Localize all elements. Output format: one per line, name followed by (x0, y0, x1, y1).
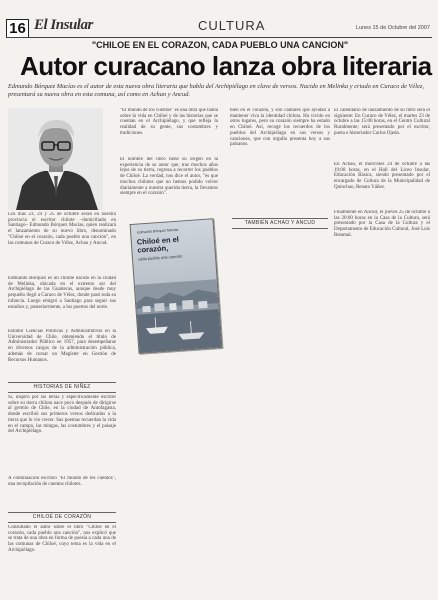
article-headline: Autor curacano lanza obra literaria (20, 51, 432, 81)
col1-paragraph-2: Edmundo Bórquez es un chilote nacido en la ciudad de Melinka, ubicada en el extremo sur del Archipiélago de las Guaitecas, aunque desde muy pequeño llegó a Curaco de Vélez, donde pasó toda su infancia. Luego emigró a Santiago para seguir sus estudios y, posteriormente, a los puertos del norte. (8, 276, 116, 310)
col2-paragraph-1: "El mundo de los cuentos" es una obra que habla sobre la vida en Chiloé y de las historias que se cuentan en el Archipiélago, y que refleja la realidad de su gente, sus costumbres y tradiciones. (120, 108, 218, 136)
subhead-chiloe: CHILOÉ DE CORAZÓN (8, 512, 116, 523)
dateline: Lunes 15 de Octubre del 2007 (355, 25, 430, 31)
col1-paragraph-1: Los días 23, 24 y 25 de octubre serán en nuestra provincia el escritor chilote –domiciliado en Santiago– Edmundo Bórquez Macías, quien realizará el lanzamiento de su nuevo libro, denominado "Chiloé en el corazón, cada pueblo una canción", en las comunas de Curaco de Vélez, Achao y Ancud. (8, 212, 116, 246)
header-rule (6, 37, 432, 38)
col1-paragraph-4: Sí, inspiró por las letras y específicamente escribir sobre su tierra chilota nace poco después de dirigirse al gremio de Chile, en la ciudad de Antofagasta, donde escribió sus primeros versos dedicados a la tierra que lo vio crecer. Sus poemas recuerdan la vida en el campo, las mingas, las costumbres y el paisaje del Archipiélago. (8, 395, 116, 435)
col4-paragraph-3: Finalmente en Ancud, el jueves 25 de octubre a las 20:00 horas en la Casa de la Cultura, será presentado por la Casa de la Cultura y el Departamento de Educación Cultural, José Luis Retamal. (334, 210, 430, 238)
col4-paragraph-1: El calendario de lanzamiento de su libro será el siguiente: En Curaco de Vélez, el martes 23 de octubre a las 15:00 horas, en el Centro Cultural Ruralmente; será presentado por el escritor, poeta e historiador Carlos Ojeda. (334, 108, 430, 136)
subhead-achao-ancud: TAMBIÉN ACHAO Y ANCUD (232, 218, 328, 229)
book-title: Chiloé en el corazón, (136, 234, 180, 255)
col1-paragraph-6: Consultado el autor sobre el libro "Chiloé en el corazón, cada pueblo una canción", nos explicó que se trata de una obra en forma de poesía a cada una de las comunas de Chiloé, cuyo tema es la vida en el Archipiélago. (8, 525, 116, 553)
col1-paragraph-5: A continuación escribió "El mundo de los cuentos", una recopilación de cuentos chilotes. (8, 476, 116, 487)
page-number: 16 (6, 19, 29, 38)
book-cover (130, 218, 223, 354)
col4-paragraph-2: En Achao, el miércoles 24 de octubre a las 19:00 horas, en el Hall del Liceo Insular, Educación Básica, siendo presentado por el encargado de Cultura de la Municipalidad de Quinchao, Renato Yáñez. (334, 162, 430, 190)
author-portrait-icon (8, 108, 103, 210)
book-author: Edmundo Bórquez Macías (137, 227, 179, 235)
article-kicker: "CHILOE EN EL CORAZON, CADA PUEBLO UNA CANCION" (91, 40, 349, 50)
newspaper-masthead (34, 18, 144, 36)
col3-paragraph-1: bién en el corazón, y son cantares que ayudan a mantener viva la identidad chilota. Ha vivido en otros lugares, pero su corazón siempre ha estado en Chiloé. Así, recoge los recuerdos de los pueblos del Archipiélago en sus versos y canciones, que con orgullo presenta hoy a sus paisanos. (230, 108, 330, 148)
author-photo (8, 108, 103, 210)
book-cover-image (128, 213, 224, 361)
article-lead: Edmundo Bórquez Macías es el autor de esta nueva obra literaria que habla del Archipiélago en clave de versos. Nacido en Melinka y criado en Curaco de Vélez, presentará su nueva obra en esta comuna, así como en Achao y Ancud. (8, 83, 424, 98)
subhead-historias: HISTORIAS DE NIÑEZ (8, 382, 116, 393)
col1-paragraph-3: Estudió Ciencias Políticas y Administrativas en la Universidad de Chile, obteniendo el título de Administrador Público en 1957, para desempeñarse en diversos cargos de la administración pública, además de cursar un Magíster en Gestión de Recursos Humanos. (8, 329, 116, 363)
section-title: CULTURA (198, 18, 266, 33)
col2-paragraph-2: El nombre del libro tiene su origen en la experiencia de su autor que, tras muchos años lejos de su tierra, regresa a recorrer los pueblos de Chiloé. La verdad, nos dice el autor, "es que muchos chilotes que no hemos podido volver diariamente a nuestra querida tierra, la llevamos siempre en el corazón". (120, 157, 218, 197)
harbor-scene-icon (135, 279, 222, 353)
newspaper-logo: El Insular (34, 17, 93, 33)
book-subtitle: cada pueblo una canción (137, 253, 183, 262)
